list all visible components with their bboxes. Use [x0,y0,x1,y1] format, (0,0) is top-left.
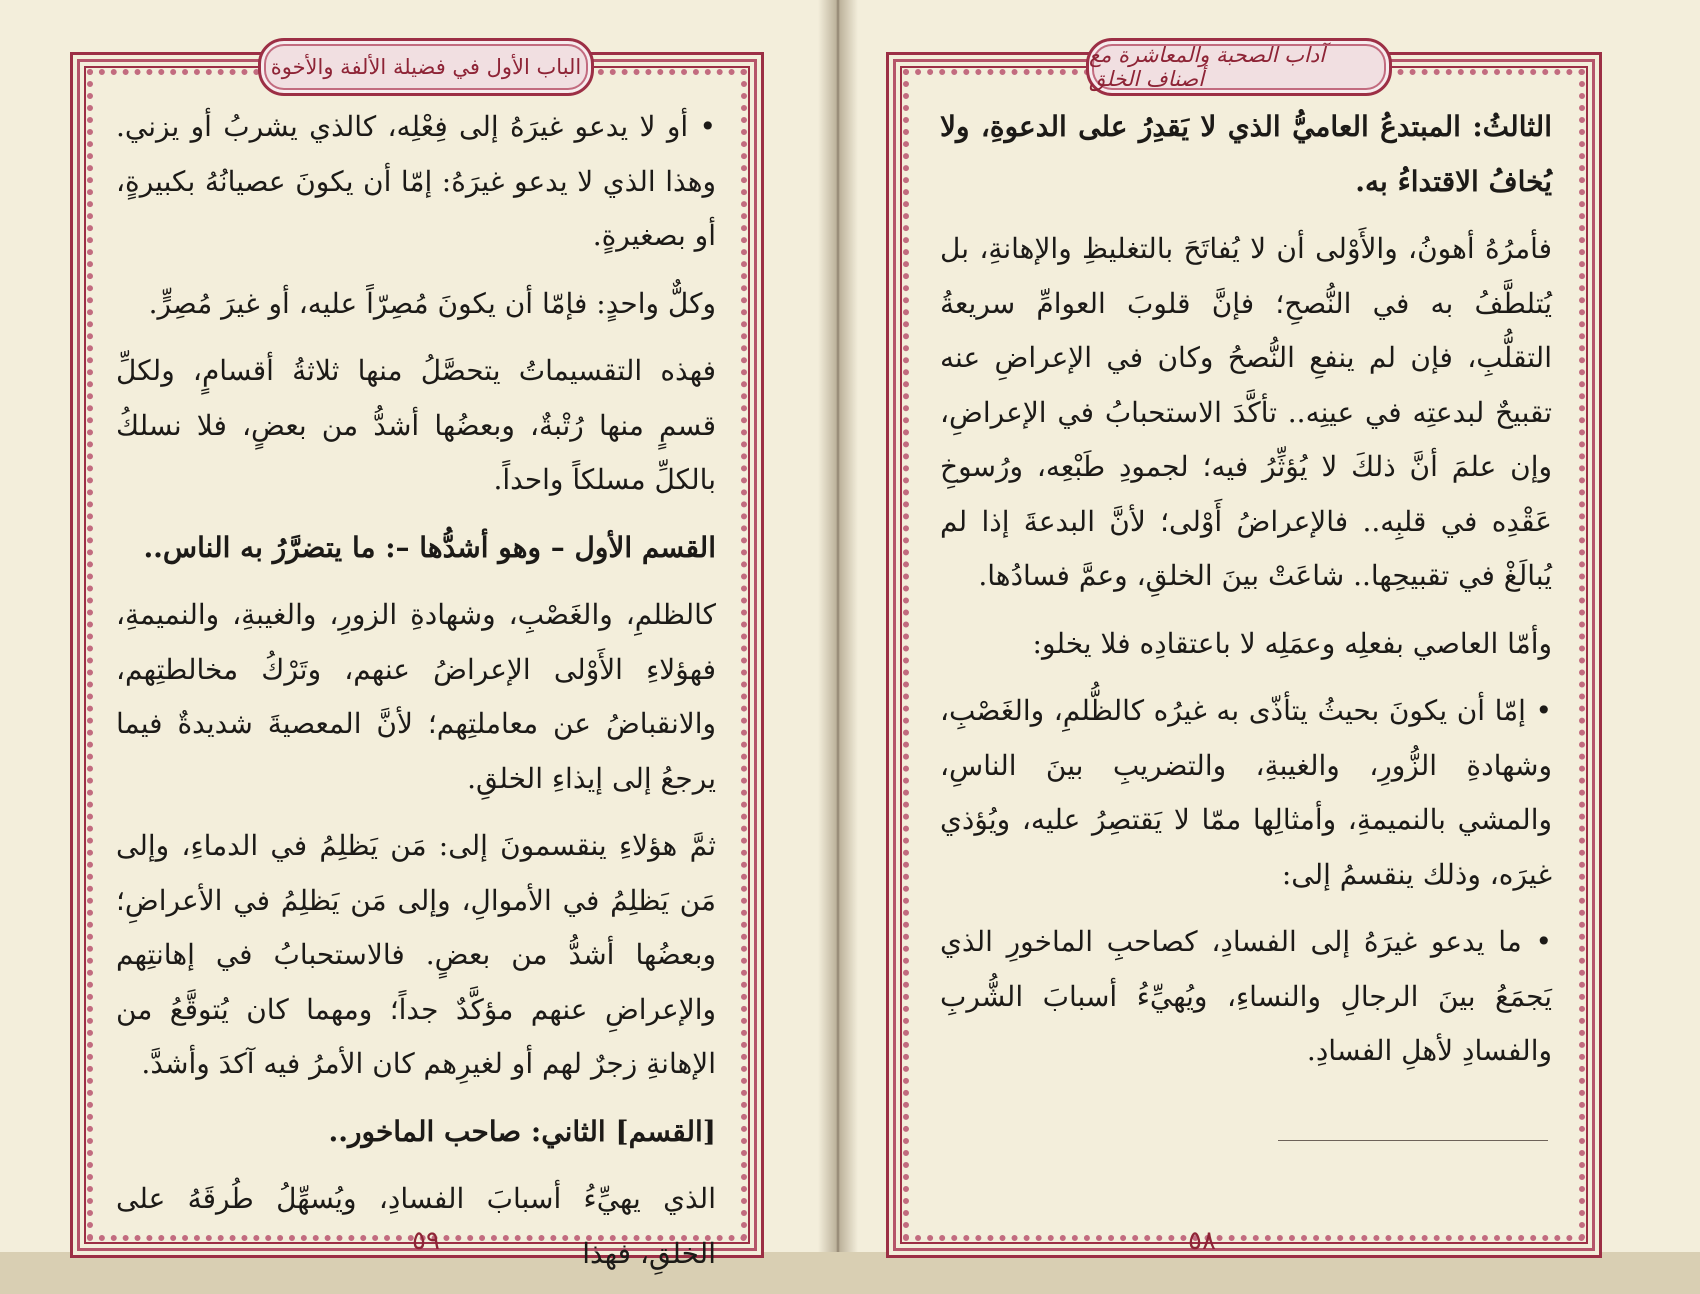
left-section-heading-2: [القسم] الثاني: صاحب الماخور.. [328,1114,716,1148]
right-page [838,0,1700,1256]
right-paragraph-3: • إمّا أن يكونَ بحيثُ يتأذّى به غيرُه كالظُّلمِ، والغَصْبِ، وشهادةِ الزُّورِ، والغيبةِ، والتضريبِ بينَ الناسِ، والمشي بالنميمةِ، وأمثالِها ممّا لا يَقتصِرُ عليه، ويُؤذي غيرَه، وذلك ينقسمُ إلى: [940,694,1552,891]
footnote-rule [1278,1140,1548,1141]
right-paragraph-2: وأمّا العاصي بفعلِه وعمَلِه لا باعتقادِه فلا يخلو: [1032,626,1552,660]
left-paragraph-1: • أو لا يدعو غيرَهُ إلى فِعْلِه، كالذي يشربُ أو يزني. وهذا الذي لا يدعو غيرَهُ: إمّا أن يكونَ عصيانُهُ بكبيرةٍ، أو بصغيرةٍ. [116,110,716,252]
right-page-body [940,100,1552,1092]
left-paragraph-3: فهذه التقسيماتُ يتحصَّلُ منها ثلاثةُ أقسامٍ، ولكلِّ قسمٍ منها رُتْبةٌ، وبعضُها أشدُّ من بعضٍ، فلا نسلكُ بالكلِّ مسلكاً واحداً. [116,354,716,496]
right-paragraph-4: • ما يدعو غيرَهُ إلى الفسادِ، كصاحبِ الماخورِ الذي يَجمَعُ بينَ الرجالِ والنساءِ، ويُهيِّءُ أسبابَ الشُّربِ والفسادِ لأهلِ الفسادِ. [940,925,1552,1067]
left-paragraph-2: وكلٌّ واحدٍ: فإمّا أن يكونَ مُصِرّاً عليه، أو غيرَ مُصِرٍّ. [148,286,716,320]
left-page-header: الباب الأول في فضيلة الألفة والأخوة [258,38,594,96]
left-page-number: ٥٩ [412,1226,440,1256]
left-section-heading-1: القسم الأول – وهو أشدُّها –: ما يتضرَّرُ به الناس.. [143,530,716,564]
right-page-header: آداب الصحبة والمعاشرة مع أصناف الخلق [1086,38,1392,96]
left-paragraph-4: كالظلمِ، والغَصْبِ، وشهادةِ الزورِ، والغيبةِ، والنميمةِ، فهؤلاءِ الأَوْلى الإعراضُ عنهم، وتَرْكُ مخالطتِهم، والانقباضُ عن معاملتِهم؛ لأنَّ المعصيةَ شديدةٌ فيما يرجعُ إلى إيذاءِ الخلقِ. [116,598,716,795]
left-paragraph-5: ثمَّ هؤلاءِ ينقسمونَ إلى: مَن يَظلِمُ في الدماءِ، وإلى مَن يَظلِمُ في الأموالِ، وإلى مَن يَظلِمُ في الأعراضِ؛ وبعضُها أشدُّ من بعضٍ. فالاستحبابُ في إهانتِهم والإعراضِ عنهم مؤكَّدٌ جداً؛ ومهما كان يُتوقَّعُ من الإهانةِ زجرٌ لهم أو لغيرِهم كان الأمرُ فيه آكدَ وأشدَّ. [116,829,716,1080]
book-gutter [818,0,858,1252]
right-paragraph-1: فأمرُهُ أهونُ، والأَوْلى أن لا يُفاتَحَ بالتغليظِ والإهانةِ، بل يُتلطَّفُ به في النُّصحِ؛ فإنَّ قلوبَ العوامِّ سريعةُ التقلُّبِ، فإن لم ينفعِ النُّصحُ وكان في الإعراضِ عنه تقبيحٌ لبدعتِه في عينِه.. تأكَّدَ الاستحبابُ في الإعراضِ، وإن علمَ أنَّ ذلكَ لا يُؤثِّرُ فيه؛ لجمودِ طَبْعِه، ورُسوخِ عَقْدِه في قلبِه.. فالإعراضُ أَوْلى؛ لأنَّ البدعةَ إذا لم يُبالَغْ في تقبيحِها.. شاعَتْ بينَ الخلقِ، وعمَّ فسادُها. [940,232,1552,592]
left-paragraph-6: الذي يهيِّءُ أسبابَ الفسادِ، ويُسهِّلُ طُرقَهُ على الخلقِ، فهذا [116,1182,716,1270]
right-section-heading: الثالثُ: المبتدعُ العاميُّ الذي لا يَقدِرُ على الدعوةِ، ولا يُخافُ الاقتداءُ به. [940,110,1552,198]
left-page-body [116,100,716,1294]
left-page [0,0,838,1270]
right-page-number: ٥٨ [1188,1226,1216,1256]
